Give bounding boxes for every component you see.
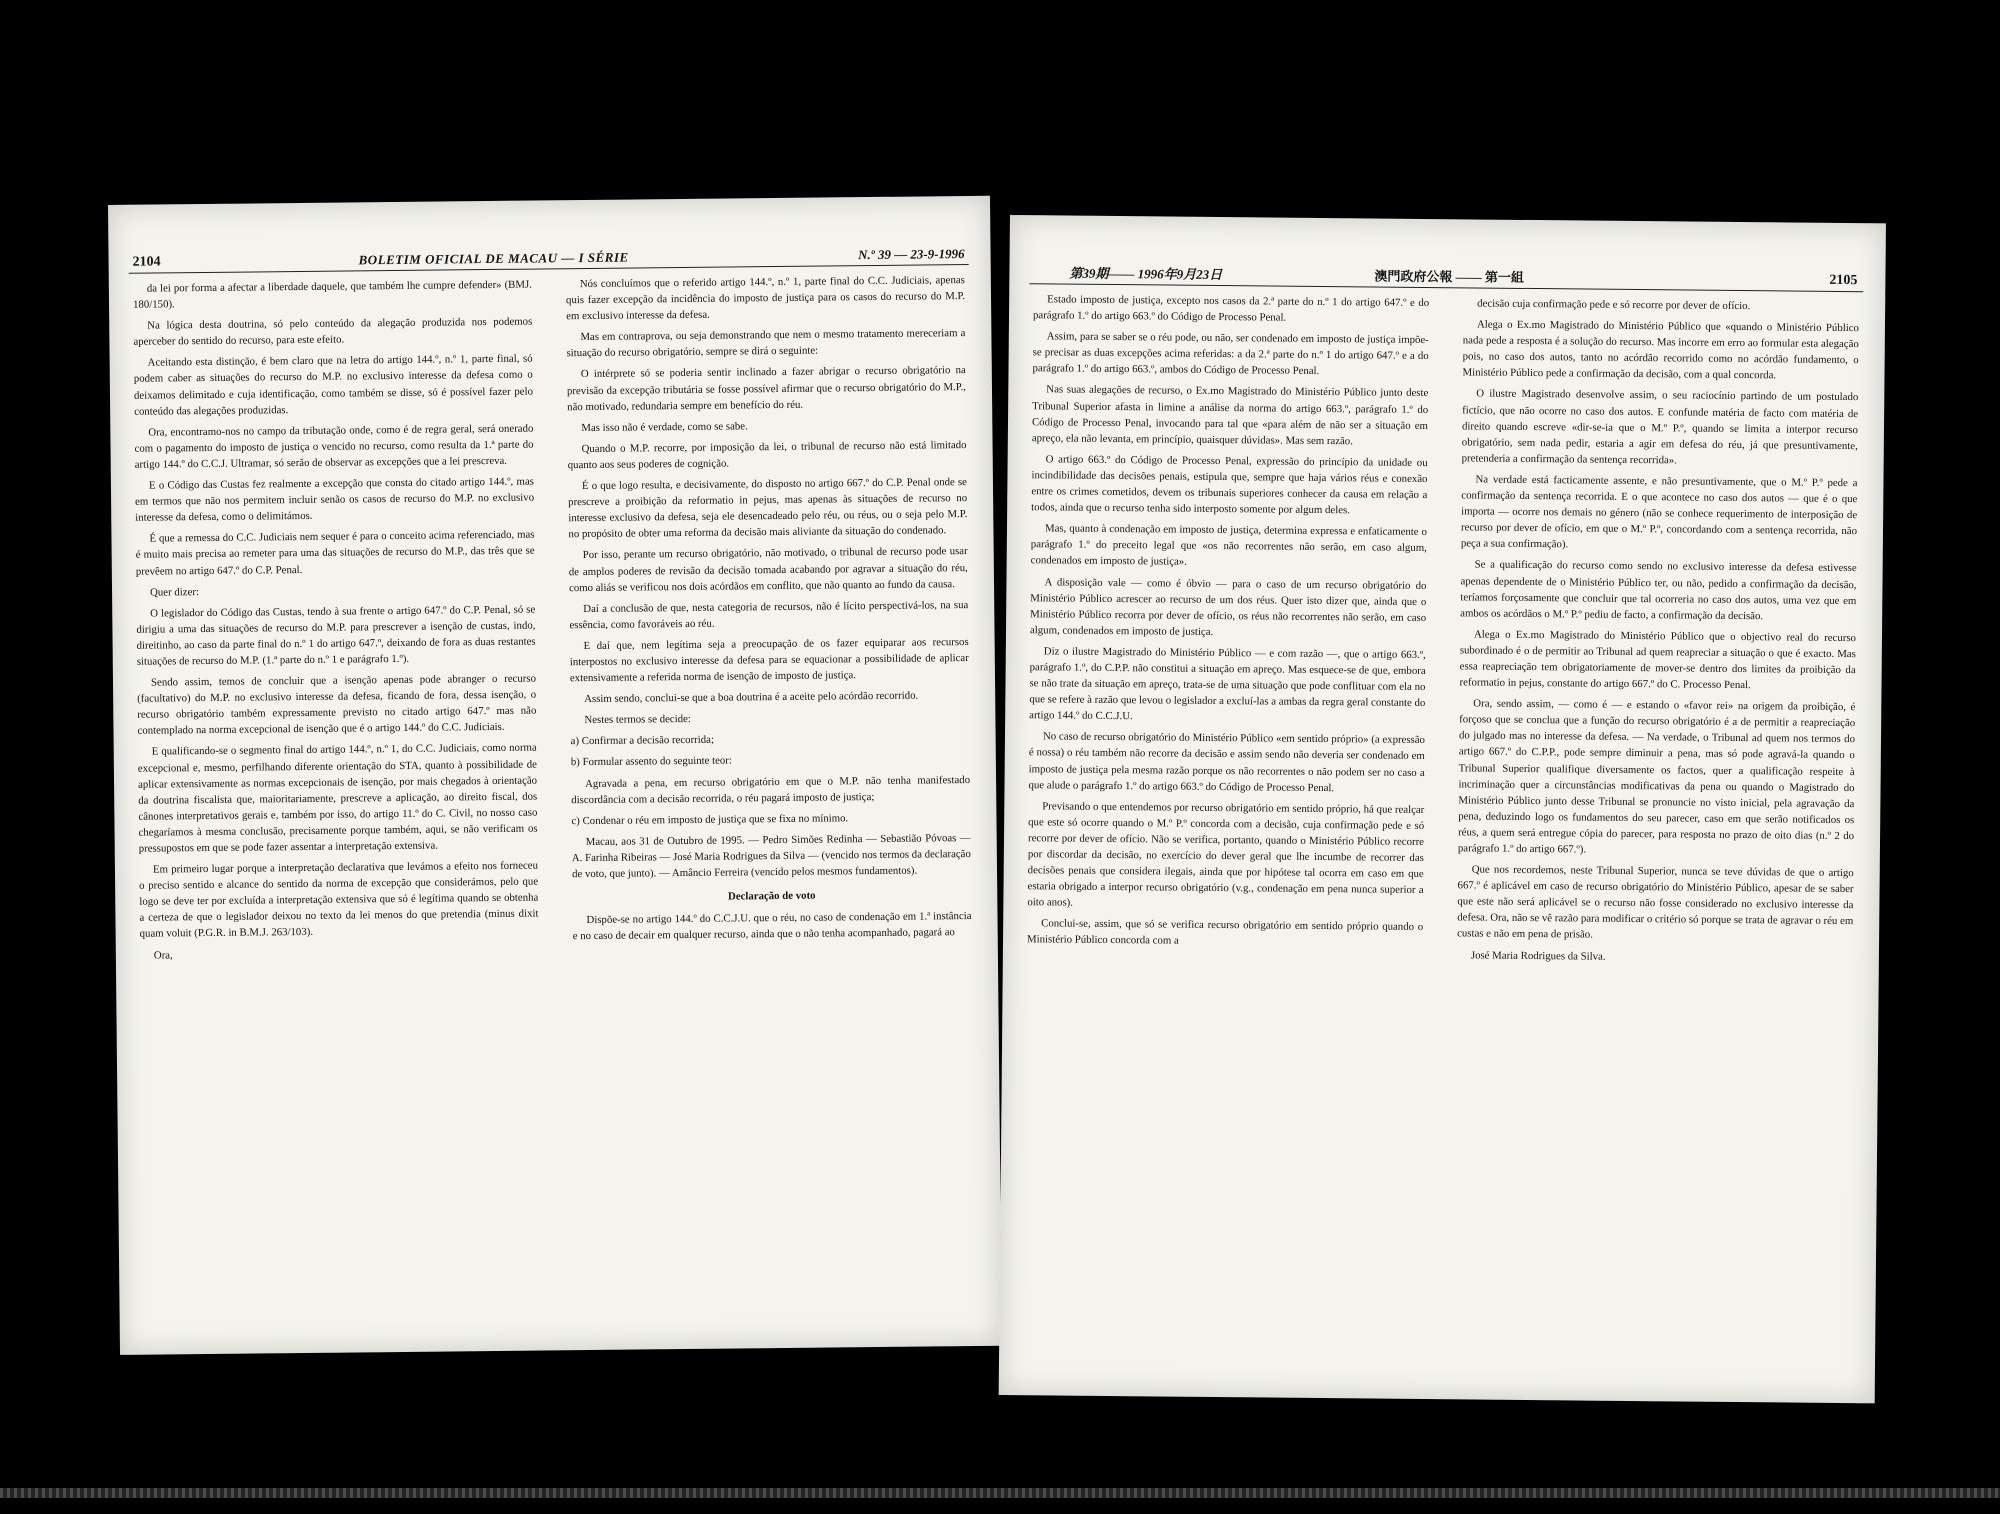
paragraph: O legislador do Código das Custas, tendo à sua frente o artigo 647.º do C.P. Penal, só se dirigiu a uma das situações de recurso do M.P. para prescrever a isenção de custas, indo, direitinho, ao caso da parte final do n.º 1 do artigo 647.º, deixando de fora as duas restantes situações de recurso do M.P. (1.ª parte do n.º 1 e parágrafo 1.º). xyxy=(136,603,536,668)
paragraph: Alega o Ex.mo Magistrado do Ministério Público que «quando o Ministério Público nada pede a resposta é a solução do recurso. Mas incorre em erro ao formular esta alegação pois, no caso dos autos, tanto no acórdão recorrido como no acórdão fundamento, o Ministério Público pede a confirmação da decisão, com a qual concorda. xyxy=(1462,318,1860,382)
scanner-edge-strip xyxy=(0,1488,2000,1498)
paragraph: decisão cuja confirmação pede e só recorre por dever de ofício. xyxy=(1477,297,1751,313)
paragraph: E o Código das Custas fez realmente a excepção que consta do citado artigo 144.º, mas em termos que não nos permitem incluir senão os casos de recurso do M.P. no exclusivo interesse da defesa, como o delimitámos. xyxy=(135,475,535,524)
paragraph: Mas isso não é verdade, como se sabe. xyxy=(581,420,748,434)
paragraph: No caso de recurso obrigatório do Ministério Público «em sentido próprio» (a expressão é nossa) o réu também não recorre da decisão e assim sendo não deveria ser condenado em imposto de justiça pela mesma razão porque os não recorrentes o não podem ser no caso a que alude o parágrafo 1.º do artigo 663.º do Código de Processo Penal. xyxy=(1028,730,1426,794)
paragraph: E qualificando-se o segmento final do artigo 144.º, n.º 1, do C.C. Judiciais, como norma excepcional e, mesmo, perfilhando diferente orientação do STA, quanto à possibilidade de aplicar extensivamente as normas excepcionais de isenção, por mais chegados à orientação da doutrina fiscalista que, maioritariamente, prescreve a aplicação, ao direito fiscal, dos cânones interpretativos gerais e, também por isso, do artigo 11.º do C. Civil, no nosso caso chegaríamos à mesma conclusão, precisamente porque também, aqui, se não verificam os pressupostos em que se pode fazer assentar a interpretação extensiva. xyxy=(137,741,538,855)
paragraph: da lei por forma a afectar a liberdade daquele, que também lhe cumpre defender» (BMJ. 180/150). xyxy=(132,278,532,311)
paragraph: Nós concluímos que o referido artigo 144.º, n.º 1, parte final do C.C. Judiciais, apenas quis fazer excepção da incidência do imposto de justiça para os casos do recurso do M.P. em exclusivo interesse da defesa. xyxy=(565,274,966,323)
paragraph: E daí que, nem legítima seja a preocupação de os fazer equiparar aos recursos interpostos no exclusivo interesse da defesa para se equacionar a possibilidade de aplicar extensivamente a referida norma de isenção de imposto de justiça. xyxy=(569,635,969,685)
paragraph: Agravada a pena, em recurso obrigatório em que o M.P. não tenha manifestado discordância com a decisão recorrida, o réu pagará imposto de justiça; xyxy=(571,773,971,806)
paragraph: b) Formular assento do seguinte teor: xyxy=(570,754,732,769)
left-column-1 xyxy=(133,277,543,1325)
paragraph: Nestes termos se decide: xyxy=(584,713,691,727)
right-page-issue: 第39期—— 1996年9月23日 xyxy=(1069,265,1223,283)
right-column-1 xyxy=(1023,291,1429,1369)
left-page-columns xyxy=(133,272,976,1325)
paragraph: Dispõe-se no artigo 144.º do C.C.J.U. que o réu, no caso de condenação em 1.ª instância e no caso de decair em qualquer recurso, ainda que o não tenha acompanhado, pagará ao xyxy=(572,910,972,943)
paragraph: Conclui-se, assim, que só se verifica recurso obrigatório em sentido próprio quando o Ministério Público concorda com a xyxy=(1026,917,1424,948)
right-page-title: 澳門政府公報 —— 第一組 xyxy=(1374,268,1525,285)
paragraph: Quer dizer: xyxy=(149,585,199,599)
left-page-header xyxy=(128,240,968,274)
paragraph: Previsando o que entendemos por recurso obrigatório em sentido próprio, há que realçar que este só ocorre quando o M.º P.º concorda com a decisão, cuja confirmação pede e só recorre por dever de ofício. Não se verifica, portanto, quando o Ministério Público recorre por discordar da decisão, no exercício do dever geral que lhe incumbe de recorrer das decisões penais que considera ilegais, ainda que por hipótese tal ocorra em caso em que estaria obrigado a interpor recurso obrigatório (v.g., condenação em pena nunca superior a oito anos). xyxy=(1027,800,1425,909)
paragraph: Daí a conclusão de que, nesta categoria de recursos, não é lícito perspectivá-los, na sua essência, como favoráveis ao réu. xyxy=(569,598,969,631)
paragraph: a) Confirmar a decisão recorrida; xyxy=(570,734,714,748)
paragraph: Ora, encontramo-nos no campo da tributação onde, como é de regra geral, será onerado com o pagamento do imposto de justiça o vencido no recurso, como resulta da 1.ª parte do artigo 144.º do C.C.J. Ultramar, só serão de observar as excepções que a lei prescreva. xyxy=(134,422,534,471)
paragraph: O ilustre Magistrado desenvolve assim, o seu raciocínio partindo de um postulado fictício, que não ocorre no caso dos autos. E confunde matéria de facto com matéria de direito quando escreve «dir-se-ia que o M.º P.º, quando se limita a interpor recurso obrigatório, sem nada pedir, estaria a agir em defesa do réu, já que presuntivamente, pretenderia a confirmação da sentença recorrida». xyxy=(1461,387,1859,467)
paragraph: Alega o Ex.mo Magistrado do Ministério Público que o objectivo real do recurso subordinado é o de permitir ao Tribunal ad quem reapreciar a situação o que é exacto. Mas essa reapreciação tem obrigatoriamente de mover-se dentro dos limites da proibição da reformatio in pejus, constante do artigo 667.º do C. Processo Penal. xyxy=(1459,628,1857,692)
left-page-title: BOLETIM OFICIAL DE MACAU — I SÉRIE xyxy=(358,249,629,268)
paragraph: É o que logo resulta, e decisivamente, do disposto no artigo 667.º do C.P. Penal onde se prescreve a proibição da reformatio in pejus, mas apenas às situações de recurso no interesse exclusivo da defesa, seja ele desencadeado pelo réu, ou réus, ou o seja pelo M.P. no propósito de obter uma reforma da decisão mais aliviante da situação do condenado. xyxy=(568,476,968,541)
paragraph: Se a qualificação do recurso como sendo no exclusivo interesse da defesa estivesse apenas dependente de o Ministério Público ter, ou não, pedido a confirmação da decisão, teríamos forçosamente que concluir que tal ocorreria no caso dos autos, uma vez que em ambos os acórdãos o M.º P.º pediu de facto, a confirmação da decisão. xyxy=(1460,558,1857,622)
left-column-2 xyxy=(566,272,976,1320)
paragraph: Macau, aos 31 de Outubro de 1995. — Pedro Simões Redinha — Sebastião Póvoas — A. Farinha Ribeiras — José Maria Rodrigues da Silva — (vencido nos termos da declaração de voto, que junto). — Amâncio Ferreira (vencido pelos mesmos fundamentos). xyxy=(571,831,971,881)
paragraph: O intérprete só se poderia sentir inclinado a fazer abrigar o recurso obrigatório na previsão da excepção tributária se fosse possível afirmar que o recurso obrigatório do M.P., não motivado, redundaria sempre em benefício do réu. xyxy=(566,364,967,413)
right-page-columns xyxy=(1023,291,1859,1373)
paragraph: Declaração de voto xyxy=(727,889,816,903)
paragraph: Ora, xyxy=(153,948,173,962)
paragraph: Mas em contraprova, ou seja demonstrando que nem o mesmo tratamento mereceriam a situação do recurso obrigatório, sempre se dirá o seguinte: xyxy=(566,327,966,360)
right-page-number: 2105 xyxy=(1829,272,1858,289)
paragraph: Estado imposto de justiça, excepto nos casos da 2.ª parte do n.º 1 do artigo 647.º e do parágrafo 1.º do artigo 663.º do Código de Processo Penal. xyxy=(1032,293,1430,324)
right-column-2 xyxy=(1453,295,1859,1373)
paragraph: Mas, quanto à condenação em imposto de justiça, determina expressa e enfaticamente o parágrafo 1.º do preceito legal que «os não recorrentes não serão, em caso algum, condenados em imposto de justiça». xyxy=(1030,522,1428,569)
paragraph: Assim sendo, conclui-se que a boa doutrina é a aceite pelo acórdão recorrido. xyxy=(584,689,919,706)
left-page-issue: N.º 39 — 23-9-1996 xyxy=(858,246,965,263)
paragraph: Quando o M.P. recorre, por imposição da lei, o tribunal de recurso não está limitado quanto aos seus poderes de cognição. xyxy=(567,438,967,472)
left-page xyxy=(108,196,1002,1355)
paragraph: O artigo 663.º do Código de Processo Penal, expressão do princípio da unidade ou incindibilidade das decisões penais, estipula que, sempre que haja vários réus e conexão entre os crimes cometidos, devem os tribunais superiores conhecer da causa em relação a todos, ainda que o recurso tenha sido interposto somente por algum deles. xyxy=(1031,453,1428,517)
paragraph: Em primeiro lugar porque a interpretação declarativa que levámos a efeito nos forneceu o preciso sentido e alcance do sentido da norma de excepção que considerámos, pelo que logo se deve ter por excluída a interpretação extensiva que só é legítima quando se obtenha a certeza de que o legislador deixou no texto da lei menos do que pretendia (minus dixit quam voluit (P.G.R. in B.M.J. 263/103). xyxy=(139,859,539,941)
paragraph: A disposição vale — como é óbvio — para o caso de um recurso obrigatório do Ministério Público acrescer ao recurso de um dos réus. Quer isto dizer que, ainda que o Ministério Público recorra por dever de ofício, os réus não recorrentes não serão, em caso algum, condenados em imposto de justiça. xyxy=(1029,575,1427,638)
paragraph: José Maria Rodrigues da Silva. xyxy=(1470,949,1606,963)
paragraph: Aceitando esta distinção, é bem claro que na letra do artigo 144.º, n.º 1, parte final, só podem caber as situações do recurso do M.P. no exclusivo interesse da defesa como o deixamos delimitado e cuja identificação, como também se disse, só é possível fazer pelo conteúdo das alegações produzidas. xyxy=(133,352,534,418)
paragraph: c) Condenar o réu em imposto de justiça que se fixa no mínimo. xyxy=(571,812,849,827)
paragraph: Na verdade está facticamente assente, e não presuntivamente, que o M.º P.º pede a confirmação da sentença recorrida. E o que acontece no caso dos autos — que é o que importa — ocorre nos demais no género (não se conhece requerimento de interposição de recurso por dever de ofício, em que o M.º P.º, concordando com a sentença recorrida, não peça a sua confirmação). xyxy=(1460,473,1858,551)
right-page-header xyxy=(1029,259,1863,292)
right-page xyxy=(999,215,1886,1403)
paragraph: Por isso, perante um recurso obrigatório, não motivado, o tribunal de recurso pode usar de amplos poderes de revisão da decisão tomada acabando por agravar a situação do réu, como aliás se verificou nos dois acórdãos em conflito, que não quanto ao fundo da causa. xyxy=(568,545,968,594)
paragraph: Que nos recordemos, neste Tribunal Superior, nunca se teve dúvidas de que o artigo 667.º é aplicável em caso de recurso obrigatório do Ministério Público, apesar de se saber que este não será aplicável se o recurso não fosse considerado no exclusivo interesse da defesa. Ora, não se vê razão para modificar o critério só porque se trata de agravar o réu em custas e não em pena de prisão. xyxy=(1457,863,1854,942)
paragraph: Diz o ilustre Magistrado do Ministério Público — e com razão —, que o artigo 663.º, parágrafo 1.º, do C.P.P. não constitui a situação em apreço. Mas esquece-se de que, embora se não trate da situação em apreço, trata-se de uma situação que pode conflituar com ela no que se refere à razão que levou o legislador a excluí-las a ambas da regra geral constante do artigo 144.º do C.C.J.U. xyxy=(1029,645,1426,723)
paragraph: Assim, para se saber se o réu pode, ou não, ser condenado em imposto de justiça impõe-se precisar as duas excepções acima referidas: a da 2.ª parte do n.º 1 do artigo 647.º e a do parágrafo 1.º do artigo 663.º, ambos do Código de Processo Penal. xyxy=(1032,330,1429,378)
paragraph: Na lógica desta doutrina, só pelo conteúdo da alegação produzida nos podemos aperceber do sentido do recurso, para este efeito. xyxy=(133,315,533,349)
paragraph: Nas suas alegações de recurso, o Ex.mo Magistrado do Ministério Público junto deste Tribunal Superior afasta in limine a análise da norma do artigo 663.º, parágrafo 1.º do Código de Processo Penal, invocando para tal que «para além de não ser a situação em apreço, ela não levanta, em princípio, quaisquer dúvidas». Mas sem razão. xyxy=(1031,383,1429,448)
paragraph: É que a remessa do C.C. Judiciais nem sequer é para o conceito acima referenciado, mas é muito mais precisa ao remeter para uma das situações de recurso do M.P., das três que se prevêem no artigo 647.º do C.P. Penal. xyxy=(135,528,535,578)
left-page-number: 2104 xyxy=(132,254,161,270)
paragraph: Ora, sendo assim, — como é — e estando o «favor rei» na origem da proibição, é forçoso que se conclua que a função do recurso obrigatório é a de permitir a reapreciação do julgado mas no interesse da defesa. — Na verdade, o Tribunal ad quem nos termos do artigo 667.º do C.P.P., pode sempre diminuir a pena, mas só pode agravá-la quando o Tribunal Superior qualifique diversamente os factos, quer a qualificação respeite à incriminação quer a circunstâncias modificativas da pena ou quando o Magistrado do Ministério Público junto desse Tribunal se pronuncie no visto inicial, pela agravação da pena, deduzindo logo os fundamentos do seu parecer, caso em que serão notificados os réus, a quem será entregue cópia do parecer, para resposta no prazo de oito dias (n.º 2 do parágrafo 1.º do artigo 667.º). xyxy=(1457,697,1856,856)
paragraph: Sendo assim, temos de concluir que a isenção apenas pode abranger o recurso (facultativo) do M.P. no exclusivo interesse da defesa, ficando de fora, dessa isenção, o recurso obrigatório também expressamente previsto no citado artigo 647.º mas não contemplado na norma excepcional de isenção que é o artigo 144.º do C.C. Judiciais. xyxy=(137,672,537,738)
